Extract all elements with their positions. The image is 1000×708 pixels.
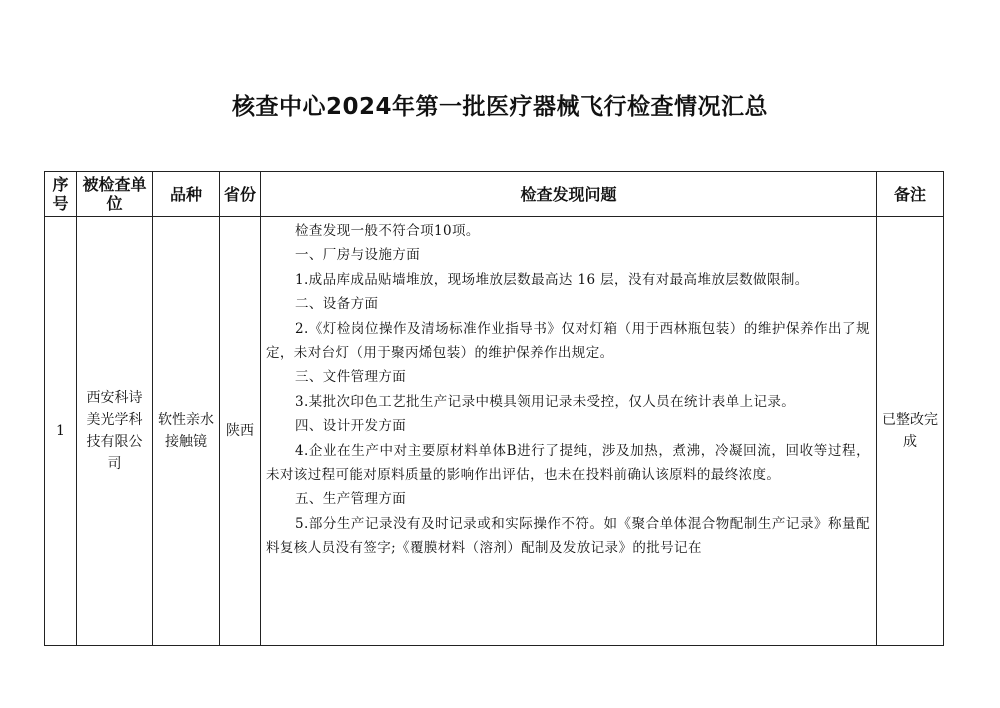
findings-line: 二、设备方面 [295,296,379,313]
findings-line: 3.某批次印色工艺批生产记录中模具领用记录未受控，仅人员在统计表单上记录。 [295,393,796,410]
row-province: 陕西 [220,217,261,646]
table-row [45,217,944,646]
table-header-row [45,172,944,217]
row-remark: 已整改完成 [877,217,944,646]
findings-line: 检查发现一般不符合项10项。 [295,223,480,239]
findings-list [266,219,870,639]
header-province: 省份 [220,172,261,217]
findings-line: 5.部分生产记录没有及时记录或和实际操作不符。如《聚合单体混合物配制生产记录》称量配料复核人员没有签字;《覆膜材料（溶剂）配制及发放记录》的批号记在 [266,515,870,557]
row-findings [261,217,877,646]
header-unit: 被检查单位 [77,172,153,217]
header-remark: 备注 [877,172,944,217]
findings-line: 四、设计开发方面 [295,418,407,435]
row-index: 1 [45,217,77,646]
findings-line: 一、厂房与设施方面 [295,247,421,264]
header-index: 序号 [45,172,77,217]
row-unit: 西安科诗美光学科技有限公司 [77,217,153,646]
page-title: 核查中心2024年第一批医疗器械飞行检查情况汇总 [231,94,768,120]
findings-line: 五、生产管理方面 [295,491,407,508]
header-findings: 检查发现问题 [261,172,877,217]
findings-line: 三、文件管理方面 [295,369,407,386]
findings-line: 4.企业在生产中对主要原材料单体B进行了提纯，涉及加热，煮沸，冷凝回流，回收等过程，未对该过程可能对原料质量的影响作出评估，也未在投料前确认该原料的最终浓度。 [266,442,870,484]
findings-line: 2.《灯检岗位操作及清场标准作业指导书》仅对灯箱（用于西林瓶包装）的维护保养作出了规定，未对台灯（用于聚丙烯包装）的维护保养作出规定。 [266,320,870,362]
inspection-summary-table [44,171,944,646]
row-variety: 软性亲水接触镜 [153,217,220,646]
header-variety: 品种 [153,172,220,217]
findings-line: 1.成品库成品贴墙堆放，现场堆放层数最高达 16 层，没有对最高堆放层数做限制。 [295,271,809,288]
